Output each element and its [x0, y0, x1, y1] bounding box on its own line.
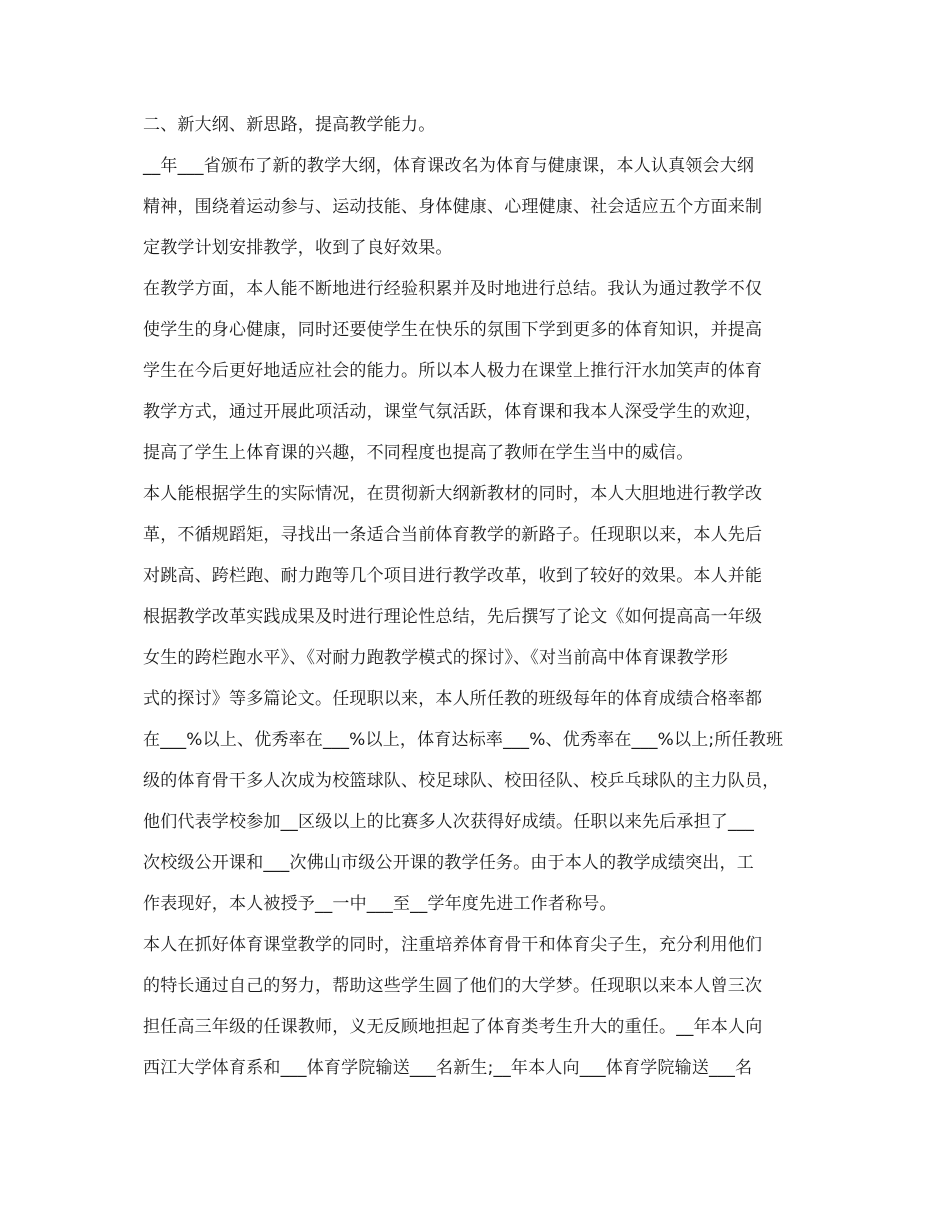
text-line: 教学方式，通过开展此项活动，课堂气氛活跃，体育课和我本人深受学生的欢迎， — [143, 402, 763, 422]
text-line: 根据教学改革实践成果及时进行理论性总结，先后撰写了论文《如何提高高一年级 — [143, 607, 763, 627]
text-line: 革，不循规蹈矩，寻找出一条适合当前体育教学的新路子。任现职以来，本人先后 — [143, 525, 763, 545]
text-line: 在教学方面，本人能不断地进行经验积累并及时地进行总结。我认为通过教学不仅 — [143, 279, 763, 299]
text-line: 定教学计划安排教学，收到了良好效果。 — [143, 238, 453, 258]
text-line: 作表现好，本人被授予__一中___至__学年度先进工作者称号。 — [143, 894, 617, 914]
text-line: 本人能根据学生的实际情况，在贯彻新大纲新教材的同时，本人大胆地进行教学改 — [143, 484, 763, 504]
text-line: 西江大学体育系和___体育学院输送___名新生;__年本人向___体育学院输送___名 — [143, 1058, 753, 1078]
text-line: 式的探讨》等多篇论文。任现职以来，本人所任教的班级每年的体育成绩合格率都 — [143, 689, 763, 709]
text-line: 对跳高、跨栏跑、耐力跑等几个项目进行教学改革，收到了较好的效果。本人并能 — [143, 566, 763, 586]
text-line: 精神，围绕着运动参与、运动技能、身体健康、心理健康、社会适应五个方面来制 — [143, 197, 763, 217]
text-line: 级的体育骨干多人次成为校篮球队、校足球队、校田径队、校乒乓球队的主力队员， — [143, 771, 780, 791]
text-line: __年___省颁布了新的教学大纲，体育课改名为体育与健康课，本人认真领会大纲 — [143, 156, 755, 176]
document-body — [143, 112, 833, 1081]
text-line: 担任高三年级的任课教师，义无反顾地担起了体育类考生升大的重任。__年本人向 — [143, 1017, 763, 1037]
text-line: 本人在抓好体育课堂教学的同时，注重培养体育骨干和体育尖子生，充分利用他们 — [143, 935, 763, 955]
text-line: 二、新大纲、新思路，提高教学能力。 — [143, 115, 436, 135]
text-line: 提高了学生上体育课的兴趣，不同程度也提高了教师在学生当中的威信。 — [143, 443, 694, 463]
text-line: 使学生的身心健康，同时还要使学生在快乐的氛围下学到更多的体育知识，并提高 — [143, 320, 763, 340]
text-line: 在___%以上、优秀率在___%以上，体育达标率___%、优秀率在___%以上;所任教班 — [143, 730, 784, 750]
text-line: 学生在今后更好地适应社会的能力。所以本人极力在课堂上推行汗水加笑声的体育 — [143, 361, 763, 381]
text-line: 的特长通过自己的努力，帮助这些学生圆了他们的大学梦。任现职以来本人曾三次 — [143, 976, 763, 996]
text-line: 他们代表学校参加__区级以上的比赛多人次获得好成绩。任职以来先后承担了___ — [143, 812, 755, 832]
text-line: 女生的跨栏跑水平》、《对耐力跑教学模式的探讨》、《对当前高中体育课教学形 — [143, 648, 729, 668]
text-line: 次校级公开课和___次佛山市级公开课的教学任务。由于本人的教学成绩突出，工 — [143, 853, 754, 873]
